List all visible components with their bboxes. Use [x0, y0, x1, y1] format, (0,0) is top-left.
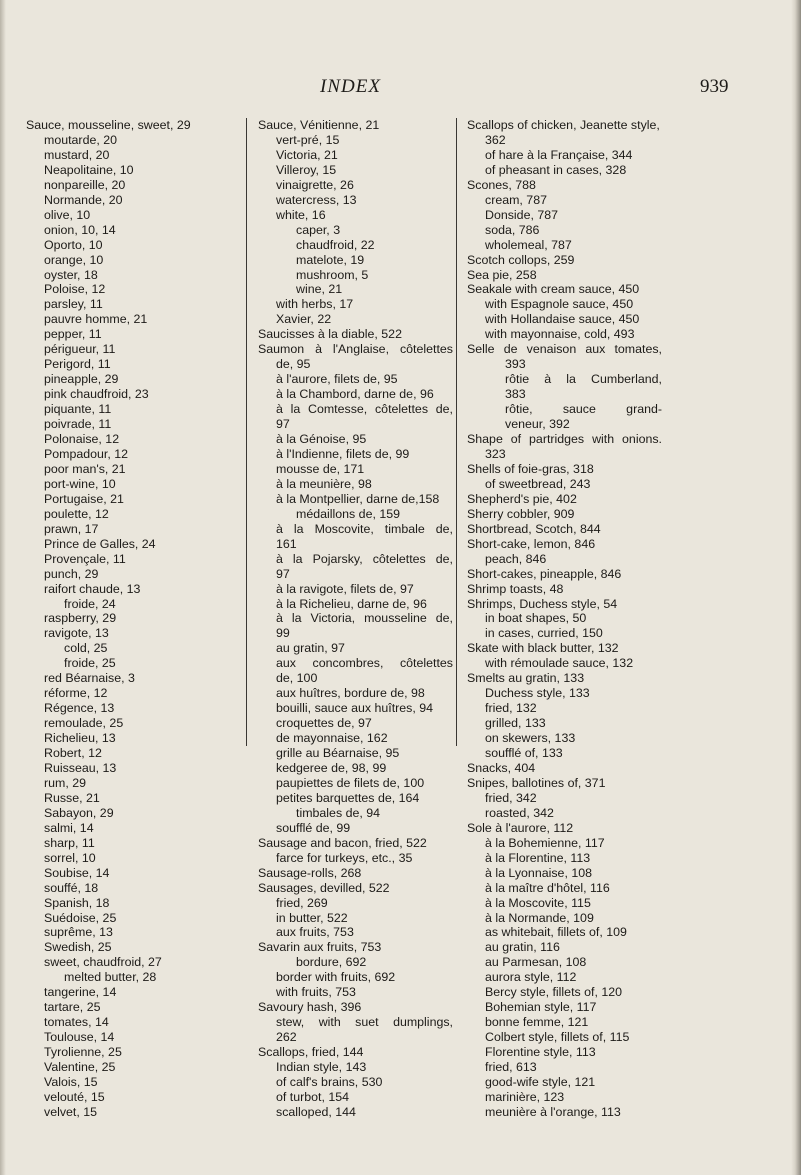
index-subentry: Swedish, 25 — [44, 940, 112, 955]
index-subentry: tartare, 25 — [44, 1000, 101, 1015]
index-subentry: Sabayon, 29 — [44, 805, 114, 820]
index-subentry: Spanish, 18 — [44, 895, 110, 910]
index-subentry: à la maître d'hôtel, 116 — [485, 880, 610, 895]
index-subentry: 383 — [505, 387, 526, 402]
index-subentry: bonne femme, 121 — [485, 1015, 589, 1030]
index-subentry: de mayonnaise, 162 — [276, 731, 388, 746]
index-subentry: red Béarnaise, 3 — [44, 671, 135, 686]
index-subentry: peach, 846 — [485, 551, 547, 566]
index-subentry: à l'Indienne, filets de, 99 — [276, 446, 410, 461]
page-edge-shadow-left — [0, 0, 6, 1175]
page-header — [0, 76, 801, 100]
index-subentry: à la Moscovite, timbale de, — [276, 521, 453, 536]
index-subentry: on skewers, 133 — [485, 731, 576, 746]
index-entry: Short-cakes, pineapple, 846 — [467, 566, 622, 581]
index-subentry: Colbert style, fillets of, 115 — [485, 1030, 630, 1045]
index-entry: Shrimp toasts, 48 — [467, 581, 564, 596]
index-subentry: sorrel, 10 — [44, 850, 96, 865]
index-entry: Snipes, ballotines of, 371 — [467, 775, 606, 790]
index-subentry: à la Comtesse, côtelettes de, — [276, 402, 453, 417]
index-subentry: Tyrolienne, 25 — [44, 1045, 122, 1060]
index-subentry: punch, 29 — [44, 566, 99, 581]
index-subentry: Portugaise, 21 — [44, 491, 124, 506]
index-subentry: rum, 29 — [44, 775, 87, 790]
index-entry: Shells of foie-gras, 318 — [467, 461, 594, 476]
index-subentry: pink chaudfroid, 23 — [44, 387, 149, 402]
index-subentry: 97 — [276, 417, 290, 432]
index-entry: Savarin aux fruits, 753 — [258, 940, 382, 955]
index-subentry: aux huîtres, bordure de, 98 — [276, 686, 425, 701]
index-subentry: with herbs, 17 — [276, 297, 354, 312]
index-subentry: Poloise, 12 — [44, 282, 106, 297]
index-subentry: à la Pojarsky, côtelettes de, — [276, 551, 453, 566]
index-subentry: froide, 24 — [64, 596, 116, 611]
index-entry: Sea pie, 258 — [467, 267, 537, 282]
index-subentry: sweet, chaudfroid, 27 — [44, 955, 162, 970]
running-title: INDEX — [320, 76, 381, 97]
index-entry: Sausages, devilled, 522 — [258, 880, 390, 895]
index-subentry: nonpareille, 20 — [44, 177, 126, 192]
index-entry: Savoury hash, 396 — [258, 1000, 362, 1015]
index-subentry: au gratin, 97 — [276, 641, 345, 656]
index-subentry: with rémoulade sauce, 132 — [485, 656, 634, 671]
index-subentry: pineapple, 29 — [44, 372, 119, 387]
column-divider — [456, 118, 457, 746]
index-subentry: parsley, 11 — [44, 297, 103, 312]
index-subentry: à la ravigote, filets de, 97 — [276, 581, 414, 596]
index-entry: Sausage and bacon, fried, 522 — [258, 835, 427, 850]
index-subentry: fried, 613 — [485, 1060, 537, 1075]
index-subentry: of calf's brains, 530 — [276, 1075, 383, 1089]
index-subentry: orange, 10 — [44, 252, 104, 267]
index-subentry: à la Bohemienne, 117 — [485, 835, 605, 850]
index-subentry: aux concombres, côtelettes — [276, 656, 453, 671]
index-subentry: caper, 3 — [296, 222, 341, 237]
index-subentry: piquante, 11 — [44, 402, 112, 417]
index-subentry: marinière, 123 — [485, 1089, 565, 1104]
index-subentry: Toulouse, 14 — [44, 1030, 115, 1045]
index-subentry: suprême, 13 — [44, 925, 113, 940]
index-subentry: Richelieu, 13 — [44, 731, 116, 746]
index-subentry: with mayonnaise, cold, 493 — [485, 327, 635, 342]
index-subentry: Neapolitaine, 10 — [44, 162, 134, 177]
index-subentry: poivrade, 11 — [44, 417, 112, 432]
index-subentry: of turbot, 154 — [276, 1089, 350, 1104]
index-entry: Shepherd's pie, 402 — [467, 491, 577, 506]
index-subentry: Soubise, 14 — [44, 865, 110, 880]
index-subentry: Florentine style, 113 — [485, 1045, 596, 1060]
index-entry: Saumon à l'Anglaise, côtelettes — [258, 342, 453, 357]
index-subentry: à la Montpellier, darne de,158 — [276, 491, 440, 506]
index-entry: Saucisses à la diable, 522 — [258, 327, 402, 342]
index-subentry: cold, 25 — [64, 641, 108, 656]
index-subentry: rôtie à la Cumberland, — [505, 372, 662, 387]
index-entry: Short-cake, lemon, 846 — [467, 536, 596, 551]
index-subentry: mushroom, 5 — [296, 267, 369, 282]
index-subentry: raifort chaude, 13 — [44, 581, 141, 596]
index-subentry: grille au Béarnaise, 95 — [276, 746, 400, 761]
index-subentry: port-wine, 10 — [44, 476, 116, 491]
index-subentry: Victoria, 21 — [276, 147, 338, 162]
index-column-2 — [258, 118, 453, 1120]
index-subentry: soda, 786 — [485, 222, 540, 237]
index-subentry: à la Chambord, darne de, 96 — [276, 387, 434, 402]
index-subentry: Xavier, 22 — [276, 312, 332, 327]
index-subentry: 262 — [276, 1030, 297, 1045]
index-subentry: tomates, 14 — [44, 1015, 109, 1030]
index-subentry: Russe, 21 — [44, 790, 100, 805]
index-entry: Sauce, mousseline, sweet, 29 — [26, 118, 191, 132]
index-entry: Shrimps, Duchess style, 54 — [467, 596, 618, 611]
index-subentry: with fruits, 753 — [276, 985, 356, 1000]
index-subentry: oyster, 18 — [44, 267, 98, 282]
index-subentry: Normande, 20 — [44, 192, 123, 207]
index-subentry: Bohemian style, 117 — [485, 1000, 597, 1015]
page-edge-shadow-right — [791, 0, 801, 1175]
index-subentry: Duchess style, 133 — [485, 686, 590, 701]
index-subentry: moutarde, 20 — [44, 132, 118, 147]
index-subentry: Donside, 787 — [485, 207, 559, 222]
index-subentry: Pompadour, 12 — [44, 446, 129, 461]
index-subentry: wholemeal, 787 — [485, 237, 572, 252]
index-entry: Smelts au gratin, 133 — [467, 671, 585, 686]
index-subentry: mousse de, 171 — [276, 461, 365, 476]
index-subentry: of hare à la Française, 344 — [485, 147, 633, 162]
index-subentry: à la Génoise, 95 — [276, 432, 367, 447]
index-subentry: aurora style, 112 — [485, 970, 577, 985]
index-subentry: au gratin, 116 — [485, 940, 560, 955]
index-subentry: froide, 25 — [64, 656, 116, 671]
index-subentry: Perigord, 11 — [44, 357, 111, 372]
index-subentry: with Espagnole sauce, 450 — [485, 297, 634, 312]
index-subentry: cream, 787 — [485, 192, 547, 207]
index-subentry: salmi, 14 — [44, 820, 94, 835]
index-entry: Shape of partridges with onions. — [467, 432, 662, 447]
index-entry: Skate with black butter, 132 — [467, 641, 619, 656]
index-subentry: vert-pré, 15 — [276, 132, 340, 147]
index-subentry: poor man's, 21 — [44, 461, 126, 476]
index-subentry: Valois, 15 — [44, 1075, 98, 1089]
index-entry: Sauce, Vénitienne, 21 — [258, 118, 380, 132]
index-subentry: 161 — [276, 536, 297, 551]
index-subentry: croquettes de, 97 — [276, 716, 372, 731]
index-subentry: pauvre homme, 21 — [44, 312, 148, 327]
index-subentry: 323 — [485, 446, 506, 461]
index-subentry: Indian style, 143 — [276, 1060, 367, 1075]
index-subentry: farce for turkeys, etc., 35 — [276, 850, 413, 865]
index-entry: Scotch collops, 259 — [467, 252, 575, 267]
index-subentry: au Parmesan, 108 — [485, 955, 587, 970]
index-subentry: soufflé of, 133 — [485, 746, 563, 761]
index-subentry: scalloped, 144 — [276, 1104, 356, 1119]
index-subentry: souffé, 18 — [44, 880, 99, 895]
index-subentry: à la meunière, 98 — [276, 476, 372, 491]
index-subentry: velvet, 15 — [44, 1104, 98, 1119]
index-subentry: watercress, 13 — [276, 192, 357, 207]
index-subentry: Régence, 13 — [44, 701, 115, 716]
index-subentry: grilled, 133 — [485, 716, 546, 731]
index-subentry: bouilli, sauce aux huîtres, 94 — [276, 701, 434, 716]
index-subentry: kedgeree de, 98, 99 — [276, 760, 387, 775]
index-subentry: raspberry, 29 — [44, 611, 117, 626]
index-entry: Selle de venaison aux tomates, — [467, 342, 662, 357]
index-subentry: white, 16 — [276, 207, 326, 222]
index-entry: Sausage-rolls, 268 — [258, 865, 362, 880]
index-entry: Scallops of chicken, Jeanette style, — [467, 118, 660, 132]
index-subentry: réforme, 12 — [44, 686, 108, 701]
index-entry: Sole à l'aurore, 112 — [467, 820, 574, 835]
index-subentry: onion, 10, 14 — [44, 222, 116, 237]
index-subentry: Villeroy, 15 — [276, 162, 337, 177]
index-subentry: as whitebait, fillets of, 109 — [485, 925, 627, 940]
page-number: 939 — [700, 76, 729, 97]
index-subentry: wine, 21 — [296, 282, 343, 297]
index-subentry: périgueur, 11 — [44, 342, 116, 357]
index-subentry: in butter, 522 — [276, 910, 348, 925]
index-subentry: border with fruits, 692 — [276, 970, 396, 985]
index-subentry: veneur, 392 — [505, 417, 570, 432]
index-subentry: pepper, 11 — [44, 327, 102, 342]
index-subentry: Suédoise, 25 — [44, 910, 117, 925]
index-subentry: Oporto, 10 — [44, 237, 103, 252]
index-subentry: Provençale, 11 — [44, 551, 126, 566]
index-subentry: à la Normande, 109 — [485, 910, 594, 925]
index-subentry: good-wife style, 121 — [485, 1075, 596, 1089]
index-subentry: 362 — [485, 132, 506, 147]
index-entry: Sherry cobbler, 909 — [467, 506, 575, 521]
index-subentry: à la Florentine, 113 — [485, 850, 591, 865]
index-subentry: velouté, 15 — [44, 1089, 105, 1104]
index-subentry: 97 — [276, 566, 290, 581]
index-subentry: sharp, 11 — [44, 835, 95, 850]
index-subentry: à la Victoria, mousseline de, — [276, 611, 453, 626]
index-subentry: 393 — [505, 357, 526, 372]
index-subentry: à la Lyonnaise, 108 — [485, 865, 593, 880]
index-entry: Seakale with cream sauce, 450 — [467, 282, 640, 297]
index-subentry: chaudfroid, 22 — [296, 237, 375, 252]
column-divider — [246, 118, 247, 746]
index-subentry: olive, 10 — [44, 207, 91, 222]
index-subentry: rôtie, sauce grand- — [505, 402, 662, 417]
index-subentry: aux fruits, 753 — [276, 925, 354, 940]
index-subentry: soufflé de, 99 — [276, 820, 351, 835]
index-subentry: prawn, 17 — [44, 521, 99, 536]
index-subentry: bordure, 692 — [296, 955, 367, 970]
index-subentry: à la Richelieu, darne de, 96 — [276, 596, 427, 611]
index-subentry: fried, 132 — [485, 701, 537, 716]
index-subentry: Bercy style, fillets of, 120 — [485, 985, 623, 1000]
index-subentry: de, 95 — [276, 357, 311, 372]
index-subentry: melted butter, 28 — [64, 970, 157, 985]
index-entry: Snacks, 404 — [467, 760, 536, 775]
index-subentry: mustard, 20 — [44, 147, 110, 162]
index-subentry: matelote, 19 — [296, 252, 365, 267]
index-subentry: Ruisseau, 13 — [44, 760, 117, 775]
index-subentry: of pheasant in cases, 328 — [485, 162, 627, 177]
index-subentry: Prince de Galles, 24 — [44, 536, 156, 551]
index-subentry: vinaigrette, 26 — [276, 177, 354, 192]
index-subentry: of sweetbread, 243 — [485, 476, 591, 491]
index-subentry: fried, 269 — [276, 895, 328, 910]
index-subentry: à l'aurore, filets de, 95 — [276, 372, 398, 387]
index-entry: Shortbread, Scotch, 844 — [467, 521, 601, 536]
index-column-3 — [467, 118, 662, 1120]
index-subentry: poulette, 12 — [44, 506, 109, 521]
index-entry: Scones, 788 — [467, 177, 536, 192]
index-subentry: in boat shapes, 50 — [485, 611, 587, 626]
index-subentry: médaillons de, 159 — [296, 506, 401, 521]
index-subentry: fried, 342 — [485, 790, 537, 805]
index-subentry: de, 100 — [276, 671, 318, 686]
index-subentry: petites barquettes de, 164 — [276, 790, 420, 805]
index-column-1 — [26, 118, 236, 1120]
index-subentry: remoulade, 25 — [44, 716, 124, 731]
index-subentry: roasted, 342 — [485, 805, 554, 820]
index-subentry: Valentine, 25 — [44, 1060, 116, 1075]
index-subentry: paupiettes de filets de, 100 — [276, 775, 425, 790]
index-subentry: stew, with suet dumplings, — [276, 1015, 453, 1030]
index-subentry: tangerine, 14 — [44, 985, 117, 1000]
index-subentry: with Hollandaise sauce, 450 — [485, 312, 640, 327]
index-subentry: timbales de, 94 — [296, 805, 381, 820]
index-subentry: à la Moscovite, 115 — [485, 895, 591, 910]
index-subentry: in cases, curried, 150 — [485, 626, 603, 641]
index-subentry: ravigote, 13 — [44, 626, 109, 641]
index-subentry: Robert, 12 — [44, 746, 102, 761]
index-subentry: Polonaise, 12 — [44, 432, 120, 447]
index-entry: Scallops, fried, 144 — [258, 1045, 364, 1060]
index-subentry: meunière à l'orange, 113 — [485, 1104, 621, 1119]
index-subentry: 99 — [276, 626, 290, 641]
